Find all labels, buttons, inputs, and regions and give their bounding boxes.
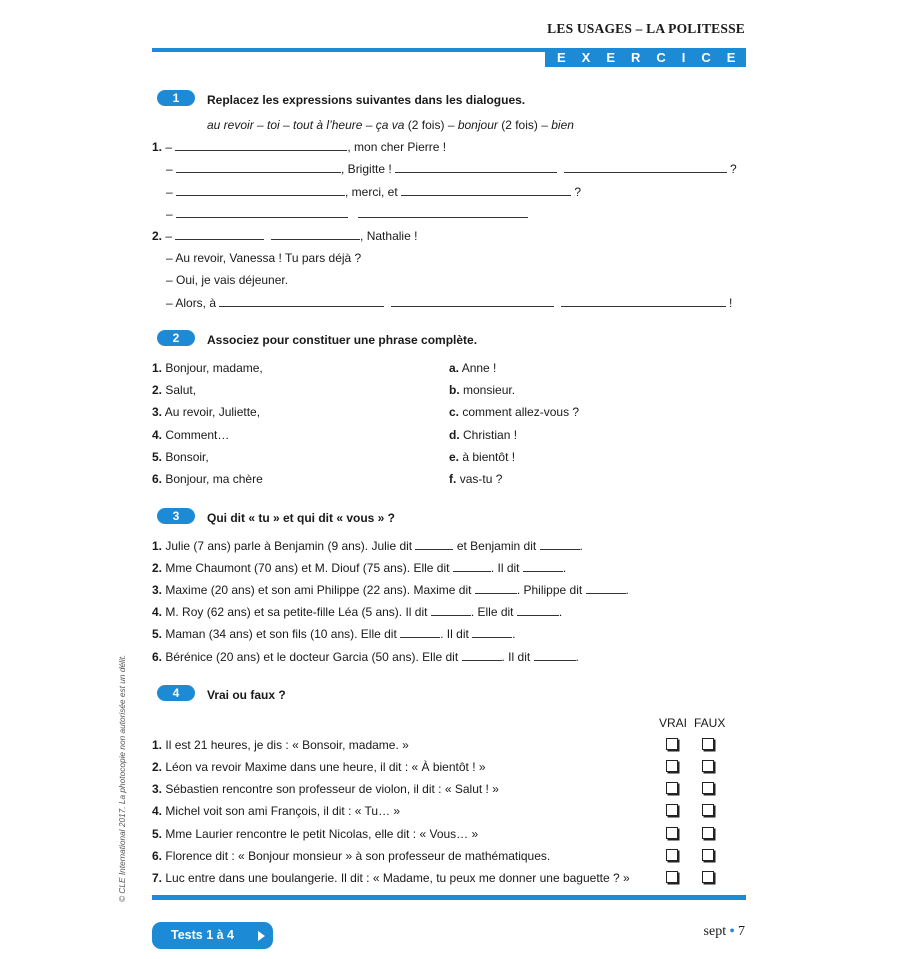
item-number: 3. <box>152 782 163 796</box>
tu-vous-item <box>152 583 629 597</box>
true-false-item <box>152 782 499 796</box>
exercise-3-instruction: Qui dit « tu » et qui dit « vous » ? <box>207 511 396 525</box>
answer-blank[interactable] <box>561 297 726 307</box>
item-letter: b. <box>449 383 460 397</box>
item-text: Sébastien rencontre son professeur de violon, il dit : « Salut ! » <box>165 782 499 796</box>
item-text: Bonjour, madame, <box>165 361 263 375</box>
answer-blank[interactable] <box>176 208 348 218</box>
item-number: 3. <box>152 583 163 597</box>
faux-checkbox[interactable] <box>702 849 714 861</box>
answer-blank[interactable] <box>176 186 345 196</box>
item-text: à bientôt ! <box>462 450 516 464</box>
item-text: Il est 21 heures, je dis : « Bonsoir, madame. » <box>165 738 409 752</box>
true-false-item <box>152 760 486 774</box>
item-number: 4. <box>152 428 163 442</box>
item-letter: e. <box>449 450 460 464</box>
answer-blank[interactable] <box>472 628 512 638</box>
faux-checkbox[interactable] <box>702 827 714 839</box>
faux-checkbox[interactable] <box>702 760 714 772</box>
true-false-item <box>152 804 400 818</box>
answer-blank[interactable] <box>453 562 491 572</box>
item-number: 1. <box>152 361 163 375</box>
item-text: . <box>562 561 567 575</box>
page-word: sept <box>703 924 727 939</box>
tests-button-label: Tests 1 à 4 <box>171 928 235 942</box>
item-text: Comment… <box>165 428 230 442</box>
answer-blank[interactable] <box>564 163 727 173</box>
item-number: 1. <box>152 738 163 752</box>
answer-blank[interactable] <box>175 141 347 151</box>
dash: – <box>165 229 176 243</box>
answer-blank[interactable] <box>175 230 264 240</box>
answer-blank[interactable] <box>431 606 471 616</box>
answer-blank[interactable] <box>517 606 559 616</box>
true-false-item <box>152 827 478 841</box>
item-letter: a. <box>449 361 460 375</box>
dialogue-text: ? <box>571 185 582 199</box>
dialogue-text: ! <box>725 296 733 310</box>
item-letter: c. <box>449 405 460 419</box>
item-text: . <box>512 627 516 641</box>
answer-blank[interactable] <box>400 628 440 638</box>
dash: – <box>166 207 177 221</box>
vrai-checkbox[interactable] <box>666 804 678 816</box>
item-number: 4. <box>152 605 163 619</box>
answer-blank[interactable] <box>540 540 580 550</box>
item-number: 2. <box>152 383 163 397</box>
answer-blank[interactable] <box>462 651 502 661</box>
answer-blank[interactable] <box>475 584 517 594</box>
exercise-2-badge: 2 <box>157 330 195 346</box>
item-number: 1. <box>152 140 163 154</box>
item-number: 2. <box>152 760 163 774</box>
match-right-item <box>449 450 515 464</box>
vrai-checkbox[interactable] <box>666 849 678 861</box>
tu-vous-item <box>152 650 579 664</box>
dialogue-1-line-4 <box>166 207 528 221</box>
item-number: 1. <box>152 539 163 553</box>
word-bank-count: (2 fois) <box>407 118 445 132</box>
dialogue-2-line-3: – Oui, je vais déjeuner. <box>166 273 289 287</box>
match-left-item <box>152 450 209 464</box>
match-left-item <box>152 472 263 486</box>
exercise-4-instruction: Vrai ou faux ? <box>207 688 286 702</box>
play-arrow-icon <box>258 931 265 941</box>
faux-checkbox[interactable] <box>702 738 714 750</box>
item-text: Luc entre dans une boulangerie. Il dit : « Madame, tu peux me donner une baguette ? » <box>165 871 630 885</box>
dialogue-1-line-1 <box>152 140 446 154</box>
item-text: Bonjour, ma chère <box>165 472 263 486</box>
tu-vous-item <box>152 561 566 575</box>
true-false-item <box>152 738 409 752</box>
answer-blank[interactable] <box>401 186 571 196</box>
item-number: 2. <box>152 561 163 575</box>
vrai-checkbox[interactable] <box>666 738 678 750</box>
page-number <box>704 924 745 940</box>
item-text: Bonsoir, <box>165 450 209 464</box>
dialogue-2-line-4 <box>166 296 732 310</box>
dialogue-text: , mon cher Pierre ! <box>347 140 447 154</box>
tu-vous-item <box>152 627 516 641</box>
item-text: Maxime (20 ans) et son ami Philippe (22 ans). Maxime dit <box>165 583 475 597</box>
item-number: 3. <box>152 405 163 419</box>
item-text: . Il dit <box>440 627 473 641</box>
dialogue-1-line-3 <box>166 185 581 199</box>
dash: – <box>166 162 177 176</box>
exercices-band: EXERCICES <box>545 48 746 67</box>
item-number: 2. <box>152 229 163 243</box>
vrai-checkbox[interactable] <box>666 760 678 772</box>
word-bank-count: (2 fois) <box>501 118 538 132</box>
dash: – <box>165 140 176 154</box>
faux-checkbox[interactable] <box>702 871 714 883</box>
item-text: et Benjamin dit <box>453 539 540 553</box>
item-text: . Elle dit <box>470 605 517 619</box>
word-bank <box>207 118 574 132</box>
copyright-notice: © CLE International 2017. La photocopie non autorisée est un délit. <box>117 654 127 902</box>
item-text: Michel voit son ami François, il dit : « Tu… » <box>165 804 401 818</box>
item-text: . <box>558 605 563 619</box>
answer-blank[interactable] <box>176 163 341 173</box>
item-text: M. Roy (62 ans) et sa petite-fille Léa (5 ans). Il dit <box>165 605 431 619</box>
dialogue-text: – Alors, à <box>166 296 220 310</box>
faux-column-header: FAUX <box>694 716 726 730</box>
dialogue-text: ? <box>726 162 737 176</box>
word-bank-word: – bonjour <box>447 118 498 132</box>
dialogue-text: , Brigitte ! <box>341 162 396 176</box>
dialogue-text: , Nathalie ! <box>360 229 418 243</box>
vrai-column-header: VRAI <box>659 716 688 730</box>
tu-vous-item <box>152 605 562 619</box>
item-text: monsieur. <box>463 383 516 397</box>
item-text: Mme Laurier rencontre le petit Nicolas, elle dit : « Vous… » <box>165 827 479 841</box>
item-text: comment allez-vous ? <box>462 405 580 419</box>
item-number: 4. <box>152 804 163 818</box>
item-text: . <box>625 583 629 597</box>
faux-checkbox[interactable] <box>702 804 714 816</box>
dialogue-2-line-1 <box>152 229 417 243</box>
answer-blank[interactable] <box>391 297 554 307</box>
chapter-title: LES USAGES – LA POLITESSE <box>547 21 745 36</box>
tu-vous-item <box>152 539 583 553</box>
match-left-item <box>152 428 229 442</box>
answer-blank[interactable] <box>415 540 453 550</box>
faux-checkbox[interactable] <box>702 782 714 794</box>
item-text: vas-tu ? <box>459 472 503 486</box>
match-right-item <box>449 405 579 419</box>
item-text: Léon va revoir Maxime dans une heure, il dit : « À bientôt ! » <box>165 760 486 774</box>
page-dot: • <box>729 924 735 939</box>
item-text: . Il dit <box>490 561 523 575</box>
page-digit: 7 <box>738 924 745 939</box>
answer-blank[interactable] <box>523 562 563 572</box>
item-number: 5. <box>152 627 163 641</box>
item-text: . Philippe dit <box>516 583 586 597</box>
true-false-item <box>152 871 630 885</box>
dialogue-2-line-2: – Au revoir, Vanessa ! Tu pars déjà ? <box>166 251 362 265</box>
vrai-checkbox[interactable] <box>666 782 678 794</box>
item-text: . <box>575 650 579 664</box>
exercise-2-instruction: Associez pour constituer une phrase complète. <box>207 333 478 347</box>
match-left-item <box>152 361 263 375</box>
match-right-item <box>449 361 496 375</box>
item-number: 5. <box>152 450 163 464</box>
item-number: 7. <box>152 871 163 885</box>
answer-blank[interactable] <box>271 230 360 240</box>
item-text: Salut, <box>165 383 197 397</box>
answer-blank[interactable] <box>586 584 626 594</box>
word-bank-words: au revoir – toi – tout à l’heure – ça va <box>207 118 405 132</box>
footer-rule <box>152 895 746 900</box>
match-right-item <box>449 383 515 397</box>
match-right-item <box>449 428 517 442</box>
item-text: Julie (7 ans) parle à Benjamin (9 ans). Julie dit <box>165 539 416 553</box>
item-text: Au revoir, Juliette, <box>164 405 261 419</box>
item-number: 5. <box>152 827 163 841</box>
match-right-item <box>449 472 502 486</box>
item-text: Maman (34 ans) et son fils (10 ans). Elle dit <box>165 627 401 641</box>
dialogue-text: , merci, et <box>345 185 402 199</box>
item-text: Anne ! <box>461 361 497 375</box>
item-text: Christian ! <box>463 428 518 442</box>
answer-blank[interactable] <box>219 297 384 307</box>
dash: – <box>166 185 177 199</box>
match-left-item <box>152 405 260 419</box>
answer-blank[interactable] <box>395 163 557 173</box>
item-letter: f. <box>449 472 457 486</box>
item-text: . <box>579 539 583 553</box>
exercise-1-instruction: Replacez les expressions suivantes dans les dialogues. <box>207 93 526 107</box>
exercise-1-badge: 1 <box>157 90 195 106</box>
tests-button[interactable] <box>152 922 273 949</box>
match-left-item <box>152 383 196 397</box>
dialogue-1-line-2 <box>166 162 737 176</box>
answer-blank[interactable] <box>534 651 576 661</box>
item-number: 6. <box>152 472 163 486</box>
exercise-4-badge: 4 <box>157 685 195 701</box>
vrai-checkbox[interactable] <box>666 827 678 839</box>
item-number: 6. <box>152 650 163 664</box>
item-text: Bérénice (20 ans) et le docteur Garcia (50 ans). Elle dit <box>165 650 462 664</box>
item-text: Florence dit : « Bonjour monsieur » à son professeur de mathématiques. <box>165 849 551 863</box>
vrai-checkbox[interactable] <box>666 871 678 883</box>
item-number: 6. <box>152 849 163 863</box>
item-text: . Il dit <box>501 650 534 664</box>
answer-blank[interactable] <box>358 208 528 218</box>
true-false-item <box>152 849 550 863</box>
item-letter: d. <box>449 428 460 442</box>
item-text: Mme Chaumont (70 ans) et M. Diouf (75 ans). Elle dit <box>165 561 453 575</box>
exercise-3-badge: 3 <box>157 508 195 524</box>
word-bank-word: – bien <box>541 118 574 132</box>
